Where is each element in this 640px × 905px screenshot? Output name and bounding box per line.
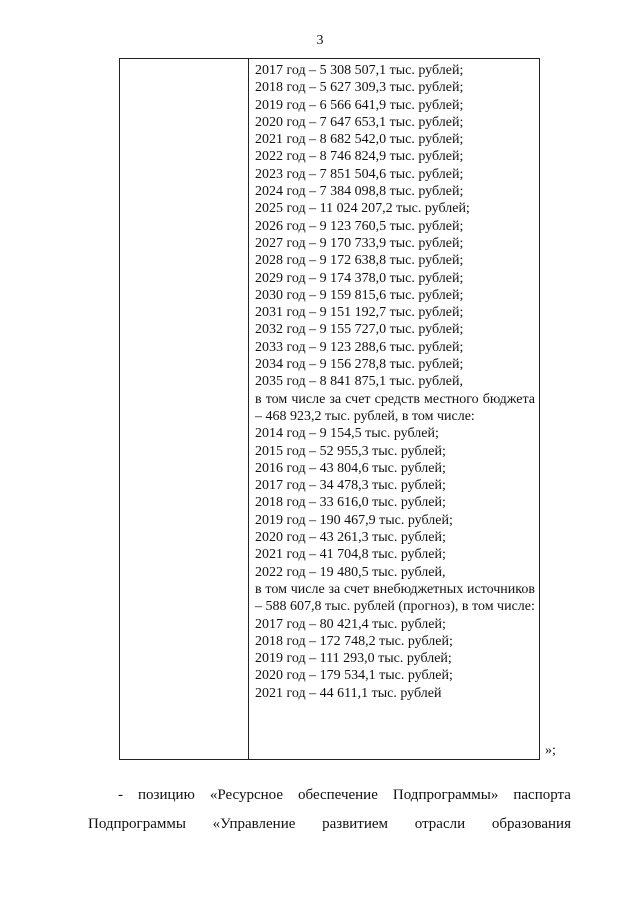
paragraph-word: Подпрограммы: [88, 816, 186, 832]
paragraph-word: позицию: [138, 787, 195, 803]
total-year-line: 2034 год – 9 156 278,8 тыс. рублей;: [255, 357, 464, 373]
paragraph-word: «Ресурсное: [209, 787, 283, 803]
paragraph-word: паспорта: [513, 787, 571, 803]
total-year-line: 2029 год – 9 174 378,0 тыс. рублей;: [255, 270, 464, 286]
local-budget-intro: в том числе за счет средств местного бюджета – 468 923,2 тыс. рублей, в том числе:: [255, 391, 535, 424]
total-year-line: 2035 год – 8 841 875,1 тыс. рублей,: [255, 374, 463, 390]
total-year-line: 2020 год – 7 647 653,1 тыс. рублей;: [255, 114, 464, 130]
total-year-line: 2022 год – 8 746 824,9 тыс. рублей;: [255, 149, 464, 165]
totals-list: [255, 62, 535, 391]
paragraph-word: «Управление: [212, 816, 296, 832]
local-budget-year-line: 2015 год – 52 955,3 тыс. рублей;: [255, 443, 446, 459]
total-year-line: 2027 год – 9 170 733,9 тыс. рублей;: [255, 235, 464, 251]
total-year-line: 2018 год – 5 627 309,3 тыс. рублей;: [255, 80, 464, 96]
total-year-line: 2023 год – 7 851 504,6 тыс. рублей;: [255, 166, 464, 182]
paragraph-line-2: [88, 816, 571, 833]
page-number: 3: [316, 33, 324, 48]
table-column-divider: [248, 59, 249, 759]
local-budget-year-line: 2014 год – 9 154,5 тыс. рублей;: [255, 426, 439, 442]
local-budget-year-line: 2022 год – 19 480,5 тыс. рублей,: [255, 564, 446, 580]
total-year-line: 2019 год – 6 566 641,9 тыс. рублей;: [255, 97, 464, 113]
extra-budget-year-line: 2017 год – 80 421,4 тыс. рублей;: [255, 616, 446, 632]
extra-budget-intro: в том числе за счет внебюджетных источников – 588 607,8 тыс. рублей (прогноз), в том числе:: [255, 581, 535, 615]
total-year-line: 2025 год – 11 024 207,2 тыс. рублей;: [255, 201, 470, 217]
total-year-line: 2026 год – 9 123 760,5 тыс. рублей;: [255, 218, 464, 234]
total-year-line: 2028 год – 9 172 638,8 тыс. рублей;: [255, 253, 464, 269]
total-year-line: 2017 год – 5 308 507,1 тыс. рублей;: [255, 63, 464, 78]
total-year-line: 2031 год – 9 151 192,7 тыс. рублей;: [255, 305, 464, 321]
paragraph-word: -: [118, 787, 123, 803]
local-budget-year-line: 2016 год – 43 804,6 тыс. рублей;: [255, 460, 446, 476]
table-left-cell: [120, 59, 248, 759]
table-right-cell: [255, 62, 535, 702]
total-year-line: 2030 год – 9 159 815,6 тыс. рублей;: [255, 287, 464, 303]
paragraph-word: отрасли: [414, 816, 466, 832]
local-budget-year-line: 2019 год – 190 467,9 тыс. рублей;: [255, 512, 453, 528]
paragraph-word: обеспечение: [298, 787, 378, 803]
local-budget-year-line: 2021 год – 41 704,8 тыс. рублей;: [255, 547, 446, 563]
closing-quote: »;: [545, 743, 556, 758]
local-budget-year-line: 2018 год – 33 616,0 тыс. рублей;: [255, 495, 446, 511]
paragraph-word: образования: [491, 816, 571, 832]
funding-table: [119, 58, 540, 760]
local-budget-list: [255, 425, 535, 581]
total-year-line: 2032 год – 9 155 727,0 тыс. рублей;: [255, 322, 464, 338]
paragraph-word: Подпрограммы»: [392, 787, 499, 803]
extra-budget-year-line: 2018 год – 172 748,2 тыс. рублей;: [255, 633, 453, 649]
total-year-line: 2033 год – 9 123 288,6 тыс. рублей;: [255, 339, 464, 355]
total-year-line: 2024 год – 7 384 098,8 тыс. рублей;: [255, 184, 464, 200]
paragraph-word: развитием: [322, 816, 389, 832]
extra-budget-year-line: 2019 год – 111 293,0 тыс. рублей;: [255, 651, 452, 667]
extra-budget-year-line: 2021 год – 44 611,1 тыс. рублей: [255, 685, 442, 701]
local-budget-year-line: 2017 год – 34 478,3 тыс. рублей;: [255, 478, 446, 494]
local-budget-year-line: 2020 год – 43 261,3 тыс. рублей;: [255, 530, 446, 546]
extra-budget-year-line: 2020 год – 179 534,1 тыс. рублей;: [255, 668, 453, 684]
extra-budget-list: [255, 616, 535, 702]
total-year-line: 2021 год – 8 682 542,0 тыс. рублей;: [255, 132, 464, 148]
paragraph-line-1: [118, 787, 571, 804]
